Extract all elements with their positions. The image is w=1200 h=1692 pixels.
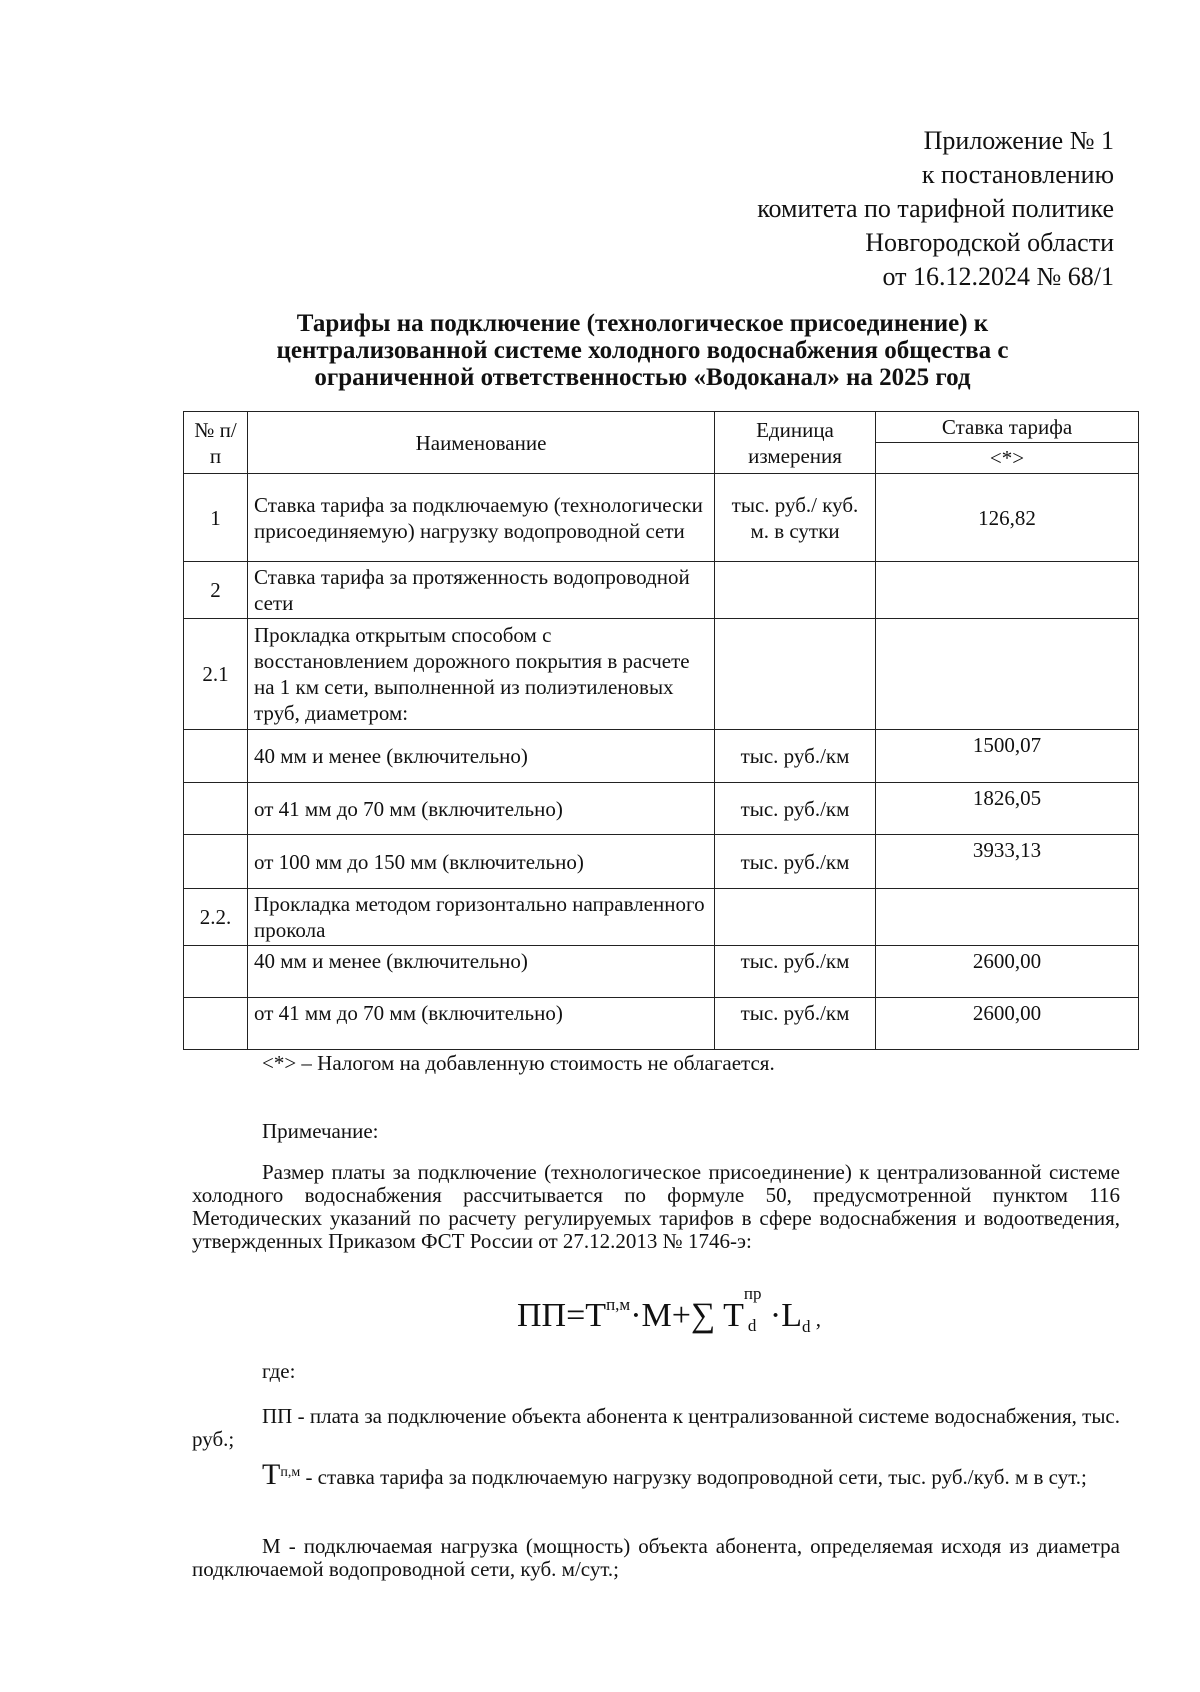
header-name: Наименование (248, 412, 715, 474)
row-name: от 41 мм до 70 мм (включительно) (248, 783, 715, 835)
formula-dot: · (769, 1297, 782, 1334)
formula-t1-sup: п,м (606, 1295, 631, 1314)
formula-sum-icon: ∑ (690, 1297, 716, 1334)
row-num: 2.1 (184, 619, 248, 730)
table-row (184, 889, 1139, 946)
appendix-line: Новгородской области (865, 228, 1114, 257)
definition-t (192, 1458, 1120, 1491)
note-paragraph: Размер платы за подключение (технологическое присоединение) к централизованной системе холодного водоснабжения рассчитывается по формуле 50, предусмотренной пунктом 116 Методических указаний по расчету регулируемых тарифов в сфере водоснабжения и водоотведения, утвержденных Приказом ФСТ России от 27.12.2013 № 1746-э: (192, 1160, 1120, 1253)
table-row (184, 619, 1139, 730)
appendix-line: комитета по тарифной политике (757, 194, 1114, 223)
row-num: 1 (184, 474, 248, 562)
note-label: Примечание: (262, 1119, 379, 1143)
header-rate: Ставка тарифа (876, 412, 1139, 443)
row-num (184, 730, 248, 783)
appendix-line: Приложение № 1 (923, 126, 1114, 155)
row-name: от 100 мм до 150 мм (включительно) (248, 835, 715, 889)
row-num (184, 783, 248, 835)
row-value: 2600,00 (876, 998, 1139, 1050)
formula-l: L (781, 1297, 802, 1334)
row-unit: тыс. руб./км (715, 835, 876, 889)
footnote: <*> – Налогом на добавленную стоимость не облагается. (262, 1051, 775, 1075)
row-num: 2.2. (184, 889, 248, 946)
formula-t2-sub: d (747, 1316, 757, 1335)
table-row (184, 783, 1139, 835)
row-unit: тыс. руб./км (715, 946, 876, 998)
document-title (190, 310, 1095, 391)
table-row (184, 562, 1139, 619)
table-row (184, 474, 1139, 562)
row-name: Прокладка открытым способом с восстановлением дорожного покрытия в расчете на 1 км сети, выполненной из полиэтиленовых труб, диаметром: (248, 619, 715, 730)
header-rate-note: <*> (876, 443, 1139, 474)
definition-t-text: - ставка тарифа за подключаемую нагрузку водопроводной сети, тыс. руб./куб. м в сут.; (300, 1465, 1087, 1489)
row-unit: тыс. руб./км (715, 998, 876, 1050)
row-unit: тыс. руб./км (715, 730, 876, 783)
row-name: 40 мм и менее (включительно) (248, 946, 715, 998)
row-value: 1500,07 (876, 730, 1139, 783)
formula-m: M (641, 1297, 672, 1334)
formula (517, 1284, 821, 1337)
row-value: 3933,13 (876, 835, 1139, 889)
row-num (184, 835, 248, 889)
where-label: где: (262, 1359, 296, 1383)
formula-t2-sup: пр (743, 1284, 762, 1303)
row-value (876, 619, 1139, 730)
formula-l-sub: d (801, 1317, 811, 1336)
definition-m: М - подключаемая нагрузка (мощность) объекта абонента, определяемая исходя из диаметра подключаемой водопроводной сети, куб. м/сут.; (192, 1534, 1120, 1581)
title-line: Тарифы на подключение (технологическое присоединение) к (296, 310, 989, 337)
table-row (184, 946, 1139, 998)
appendix-header (594, 124, 1114, 294)
appendix-line: к постановлению (921, 160, 1114, 189)
formula-dot: · (630, 1297, 642, 1334)
row-unit: тыс. руб./ куб. м. в сутки (715, 474, 876, 562)
table-header-row (184, 412, 1139, 443)
row-value: 126,82 (876, 474, 1139, 562)
row-name: Ставка тарифа за подключаемую (технологически присоединяемую) нагрузку водопроводной сети (248, 474, 715, 562)
formula-lhs: ПП (517, 1297, 567, 1334)
definition-t-symbol-sup: п,м (280, 1465, 301, 1480)
table-row (184, 998, 1139, 1050)
formula-eq: = (566, 1297, 586, 1334)
tariff-table (183, 411, 1139, 1050)
formula-plus: + (671, 1297, 691, 1334)
row-value: 1826,05 (876, 783, 1139, 835)
appendix-line: от 16.12.2024 № 68/1 (882, 262, 1114, 291)
row-value: 2600,00 (876, 946, 1139, 998)
row-name: от 41 мм до 70 мм (включительно) (248, 998, 715, 1050)
row-value (876, 562, 1139, 619)
formula-t1: T (585, 1297, 607, 1334)
formula-t2-indices (743, 1284, 770, 1335)
header-unit: Единица измерения (715, 412, 876, 474)
definition-t-symbol: T (262, 1458, 281, 1491)
row-value (876, 889, 1139, 946)
table-row (184, 730, 1139, 783)
row-num: 2 (184, 562, 248, 619)
title-line: централизованной системе холодного водоснабжения общества с (276, 337, 1009, 364)
row-num (184, 946, 248, 998)
header-num: № п/п (184, 412, 248, 474)
formula-t2: T (723, 1297, 744, 1334)
table-row (184, 835, 1139, 889)
row-num (184, 998, 248, 1050)
formula-tail: , (810, 1307, 821, 1331)
row-unit (715, 889, 876, 946)
row-unit: тыс. руб./км (715, 783, 876, 835)
definition-pp: ПП - плата за подключение объекта абонента к централизованной системе водоснабжения, тыс. руб.; (192, 1404, 1120, 1451)
title-line: ограниченной ответственностью «Водоканал» на 2025 год (314, 364, 971, 391)
row-name: Ставка тарифа за протяженность водопроводной сети (248, 562, 715, 619)
row-unit (715, 562, 876, 619)
row-unit (715, 619, 876, 730)
row-name: 40 мм и менее (включительно) (248, 730, 715, 783)
row-name: Прокладка методом горизонтально направленного прокола (248, 889, 715, 946)
